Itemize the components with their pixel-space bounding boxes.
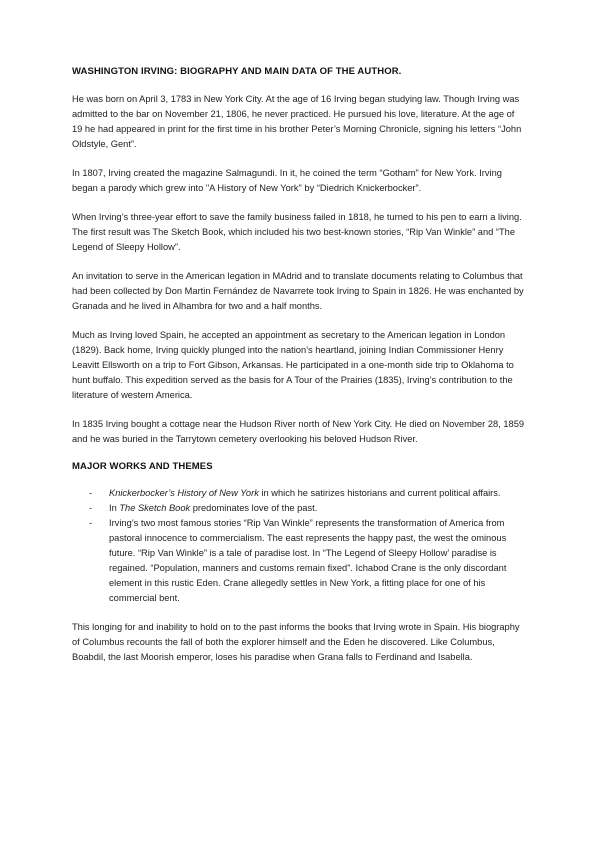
list-dash: - — [89, 488, 93, 498]
paragraph-death: In 1835 Irving bought a cottage near the Hudson River north of New York City. He died on November 28, 1859 and he was buried in the Tarrytown cemetery overlooking his beloved Hudson River. — [72, 419, 525, 444]
list-item — [72, 516, 526, 606]
list-item-title: Knickerbocker’s History of New York — [109, 488, 259, 498]
list-item-before: Irving’s two most famous stories “Rip Van Winkle” represents the transformation of America from pastoral innocence to commercialism. The east represents the happy past, the west the ominous future. “Rip Van Winkle” is a tale of paradise lost. In “The Legend of Sleepy Hollow’ paradise is regained. “Population, manners and customs remain fixed”. Ichabod Crane is the only discordant element in this rustic Eden. Crane allegedly settles in New York, a fitting place for one of his commercial bent. — [109, 518, 507, 603]
works-list — [72, 486, 526, 606]
works-heading: MAJOR WORKS AND THEMES — [72, 461, 213, 472]
list-item-after: in which he satirizes historians and current political affairs. — [258, 488, 501, 498]
list-item-after: predominates love of the past. — [190, 503, 318, 513]
paragraph-spain: An invitation to serve in the American legation in MAdrid and to translate documents relating to Columbus that had been collected by Don Martin Fernández de Navarrete took Irving to Spain in 1826. He was enchanted by Granada and he lived in Alhambra for two and a half months. — [72, 271, 524, 311]
page-title: WASHINGTON IRVING: BIOGRAPHY AND MAIN DATA OF THE AUTHOR. — [72, 66, 402, 77]
list-dash: - — [89, 503, 93, 513]
paragraph-sketch-book: When Irving’s three-year effort to save the family business failed in 1818, he turned to his pen to earn a living. The first result was The Sketch Book, which included his two best-known stories, “Rip Van Winkle” and “The Legend of Sleepy Hollow”. — [72, 212, 522, 252]
list-item-before: In — [109, 503, 120, 513]
paragraph-london: Much as Irving loved Spain, he accepted an appointment as secretary to the American legation in London (1829). Back home, Irving quickly plunged into the nation’s heartland, joining Indian Commissioner Henry Leavitt Ellsworth on a trip to Fort Gibson, Arkansas. He participated in a one-month side trip to Oklahoma to hunt buffalo. This expedition served as the basis for A Tour of the Prairies (1835), Irving’s contribution to the literature of western America. — [72, 330, 514, 400]
list-item-title: The Sketch Book — [119, 503, 191, 513]
paragraph-birth: He was born on April 3, 1783 in New York City. At the age of 16 Irving began studying law. Though Irving was admitted to the bar on November 21, 1806, he never practiced. He pursued his love, literature. At the age of 19 he had appeared in print for the first time in his brother Peter’s Morning Chronicle, signing his letters “John Oldstyle, Gent”. — [72, 94, 522, 149]
paragraph-salmagundi: In 1807, Irving created the magazine Salmagundi. In it, he coined the term “Gotham” for New York. Irving began a parody which grew into "A History of New York" by “Diedrich Knickerbocker”. — [72, 168, 502, 193]
list-item — [72, 501, 526, 516]
list-item — [72, 486, 526, 501]
paragraph-closing: This longing for and inability to hold on to the past informs the books that Irving wrote in Spain. His biography of Columbus recounts the fall of both the explorer himself and the Eden he discovered. Like Columbus, Boabdil, the last Moorish emperor, loses his paradise when Grana falls to Ferdinand and Isabella. — [72, 622, 520, 662]
list-dash: - — [89, 518, 93, 528]
